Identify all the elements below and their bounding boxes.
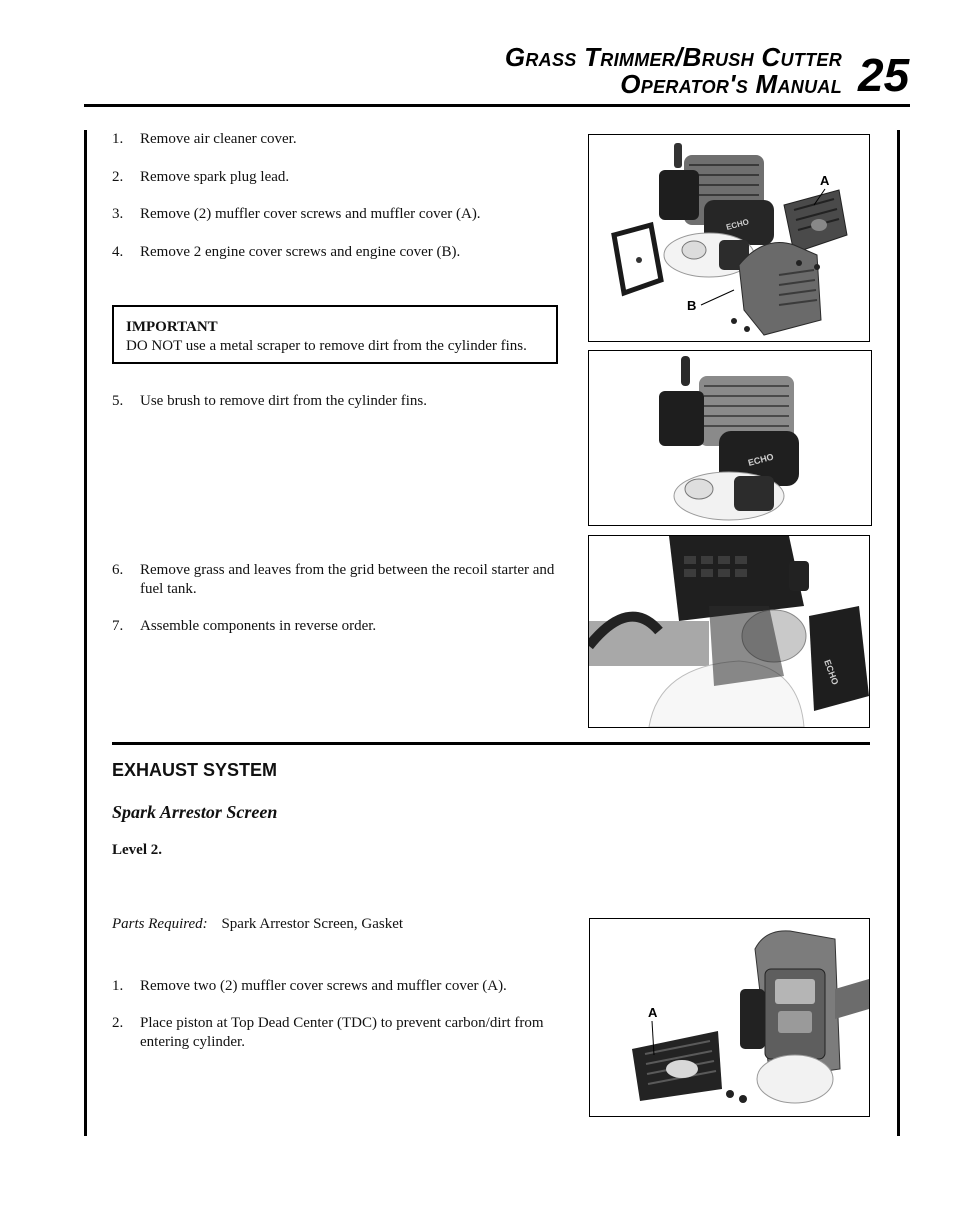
echo-logo: ECHO xyxy=(725,217,750,232)
muffler-cover-illustration xyxy=(590,919,869,1116)
important-notice xyxy=(112,305,558,364)
step-6 xyxy=(112,561,567,599)
step-text: Remove (2) muffler cover screws and muffler cover (A). xyxy=(140,206,481,222)
step-number: 2. xyxy=(112,1015,124,1031)
engine-fins-illustration xyxy=(589,351,871,525)
step-text: Remove two (2) muffler cover screws and muffler cover (A). xyxy=(140,978,507,994)
step-number: 5. xyxy=(112,393,124,409)
callout-a: A xyxy=(820,173,830,188)
parts-label: Parts Required: xyxy=(112,916,208,932)
exhaust-step-2 xyxy=(112,1014,567,1052)
step-number: 6. xyxy=(112,562,124,578)
important-heading: IMPORTANT xyxy=(126,319,218,335)
figure-engine-covers-removed xyxy=(588,134,870,342)
header-rule xyxy=(84,104,910,107)
step-2 xyxy=(112,168,567,187)
starter-grid-photo xyxy=(589,536,869,727)
step-number: 3. xyxy=(112,206,124,222)
step-text: Use brush to remove dirt from the cylinder fins. xyxy=(140,393,428,409)
step-number: 1. xyxy=(112,131,124,147)
step-number: 2. xyxy=(112,169,124,185)
step-number: 7. xyxy=(112,618,124,634)
echo-logo: ECHO xyxy=(822,658,841,687)
echo-logo: ECHO xyxy=(746,451,775,468)
step-text: Place piston at Top Dead Center (TDC) to prevent carbon/dirt from entering cylinder. xyxy=(140,1015,544,1050)
service-level: Level 2. xyxy=(112,842,162,858)
figure-starter-grid xyxy=(588,535,870,728)
step-text: Assemble components in reverse order. xyxy=(140,618,377,634)
engine-exploded-illustration xyxy=(589,135,869,341)
step-1 xyxy=(112,130,567,149)
callout-b: B xyxy=(687,298,697,313)
step-number: 1. xyxy=(112,978,124,994)
step-text: Remove air cleaner cover. xyxy=(140,131,297,147)
step-number: 4. xyxy=(112,244,124,260)
subsection-title: Spark Arrestor Screen xyxy=(112,802,278,822)
parts-required xyxy=(112,916,403,933)
right-change-bar xyxy=(897,130,900,1136)
figure-cylinder-fins xyxy=(588,350,872,526)
step-text: Remove 2 engine cover screws and engine cover (B). xyxy=(140,244,461,260)
step-5 xyxy=(112,392,567,411)
step-text: Remove spark plug lead. xyxy=(140,169,290,185)
manual-title xyxy=(505,44,842,98)
callout-b-leader xyxy=(701,290,734,305)
exhaust-step-1 xyxy=(112,977,567,996)
step-text: Remove grass and leaves from the grid between the recoil starter and fuel tank. xyxy=(140,562,555,597)
manual-title-line1: Grass Trimmer/Brush Cutter xyxy=(504,42,842,72)
section-rule xyxy=(112,742,870,745)
step-3 xyxy=(112,205,567,224)
parts-value: Spark Arrestor Screen, Gasket xyxy=(221,916,404,932)
section-title: EXHAUST SYSTEM xyxy=(112,760,278,780)
page-number: 25 xyxy=(858,49,910,101)
figure-muffler-cover xyxy=(589,918,870,1117)
step-7 xyxy=(112,617,567,636)
step-4 xyxy=(112,243,567,262)
manual-title-line2: Operator's Manual xyxy=(620,69,842,99)
callout-a: A xyxy=(648,1005,658,1020)
left-change-bar xyxy=(84,130,87,1136)
important-text: DO NOT use a metal scraper to remove dirt from the cylinder fins. xyxy=(126,338,527,354)
